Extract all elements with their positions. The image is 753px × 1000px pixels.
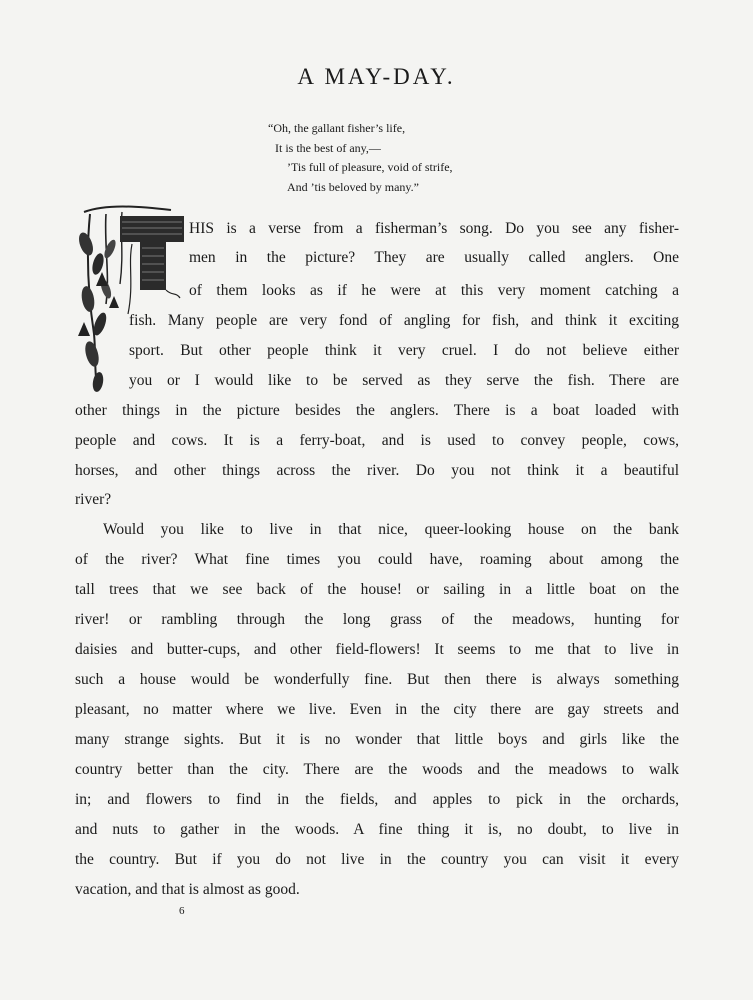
text-line: you or I would like to be served as they serve the fish. There are [129,372,679,389]
text-line: horses, and other things across the river. Do you not think it a beautiful [75,462,679,479]
text-line: river! or rambling through the long grass of the meadows, hunting for [75,611,679,628]
verse-line: It is the best of any,— [275,140,381,155]
text-line: men in the picture? They are usually called anglers. One [189,249,679,266]
decorative-initial-t-illustration [76,204,186,394]
text-line: vacation, and that is almost as good. [75,881,300,898]
text-line: river? [75,491,112,508]
text-line: other things in the picture besides the anglers. There is a boat loaded with [75,402,679,419]
text-line: of the river? What fine times you could have, roaming about among the [75,551,679,568]
text-line: HIS is a verse from a fisherman’s song. Do you see any fisher- [189,220,679,237]
text-line: many strange sights. But it is no wonder that little boys and girls like the [75,731,679,748]
verse-line: “Oh, the gallant fisher’s life, [268,121,406,135]
text-line: sport. But other people think it very cruel. I do not believe either [129,342,679,359]
text-line: tall trees that we see back of the house! or sailing in a little boat on the [75,581,679,598]
text-line: country better than the city. There are the woods and the meadows to walk [75,761,679,778]
verse-line: ’Tis full of pleasure, void of strife, [287,160,453,174]
text-line: people and cows. It is a ferry-boat, and is used to convey people, cows, [75,432,679,449]
text-line: and nuts to gather in the woods. A fine thing it is, no doubt, to live in [75,821,679,838]
text-line: pleasant, no matter where we live. Even in the city there are gay streets and [75,701,679,718]
text-line: Would you like to live in that nice, queer-looking house on the bank [103,521,679,538]
text-line: in; and flowers to find in the fields, and apples to pick in the orchards, [75,791,679,808]
page-number: 6 [179,905,185,917]
text-line: daisies and butter-cups, and other field-flowers! It seems to me that to live in [75,641,679,658]
epigraph-verse [268,119,453,197]
text-line: fish. Many people are very fond of angling for fish, and think it exciting [129,312,679,329]
text-line: of them looks as if he were at this very moment catching a [189,282,679,299]
text-line: the country. But if you do not live in the country you can visit it every [75,851,679,868]
page-title: A MAY-DAY. [297,64,456,89]
verse-line: And ’tis beloved by many.” [287,179,419,194]
text-line: such a house would be wonderfully fine. But then there is always something [75,671,679,688]
